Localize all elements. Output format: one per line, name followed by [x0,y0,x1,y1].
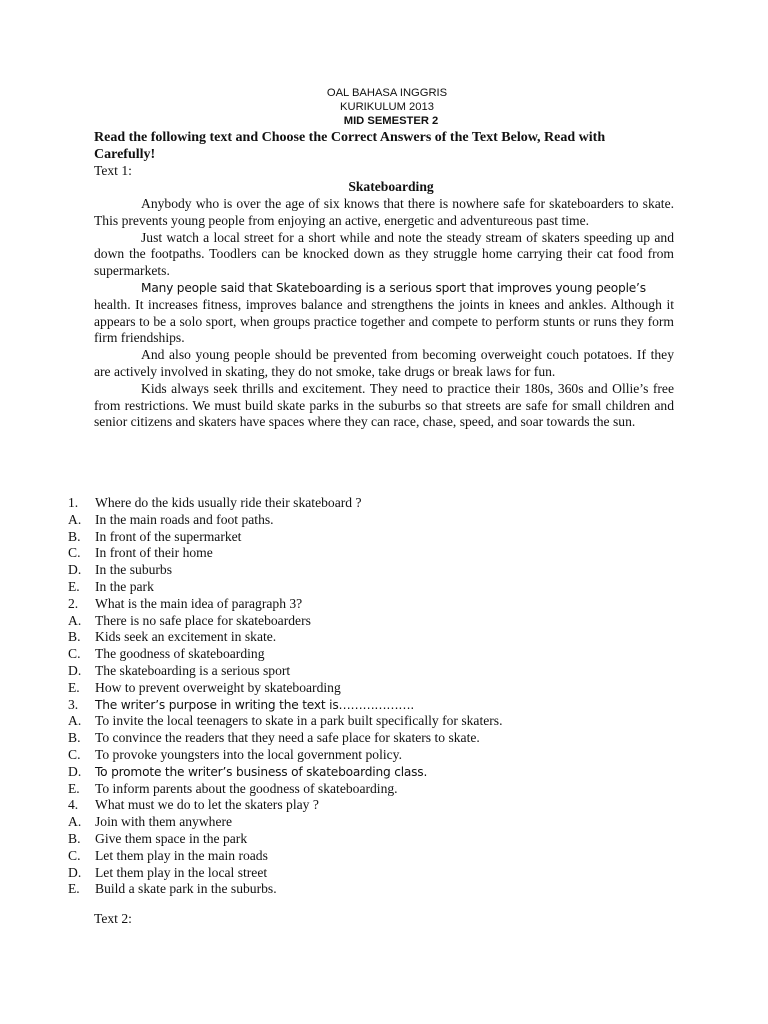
question-text: Where do the kids usually ride their skateboard ? [95,495,362,510]
option-2e[interactable] [68,680,688,697]
question-1 [68,495,688,512]
option-text: The skateboarding is a serious sport [95,662,291,678]
paragraph-4: And also young people should be prevented from becoming overweight couch potatoes. If they are actively involved in skating, they do not smoke, take drugs or break laws for fun. [94,347,674,379]
header-subject: OAL BAHASA INGGRIS [326,87,448,99]
document-header [0,86,768,128]
option-text: Give them space in the park [95,830,248,846]
option-1b[interactable] [68,529,688,546]
option-2b[interactable] [68,629,688,646]
option-4d[interactable] [68,865,688,882]
instructions [94,129,674,163]
question-text: The writer’s purpose in writing the text is………………. [95,697,415,712]
option-text: To promote the writer’s business of skateboarding class. [95,764,428,779]
article-body [94,196,674,431]
question-text: What is the main idea of paragraph 3? [95,595,303,611]
option-letter: C. [68,646,81,662]
article-title: Skateboarding [348,179,434,194]
paragraph-1: Anybody who is over the age of six knows that there is nowhere safe for skateboarders to skate. This prevents young people from enjoying an active, energetic and adventureous past time. [94,196,674,228]
option-text: To invite the local teenagers to skate in a park built specifically for skaters. [95,713,503,729]
option-letter: C. [68,545,81,561]
option-letter: E. [68,679,80,695]
option-letter: E. [68,881,80,897]
option-text: How to prevent overweight by skateboarding [95,679,341,695]
option-letter: A. [68,713,82,729]
text-1-label: Text 1: [94,163,132,178]
option-letter: D. [68,562,82,578]
header-curriculum: KURIKULUM 2013 [340,101,434,113]
option-1d[interactable] [68,562,688,579]
option-3e[interactable] [68,781,688,798]
option-text: Kids seek an excitement in skate. [95,629,277,645]
option-3c[interactable] [68,747,688,764]
option-4a[interactable] [68,814,688,831]
option-letter: D. [68,763,82,779]
option-letter: E. [68,578,80,594]
option-text: To convince the readers that they need a safe place for skaters to skate. [95,730,480,746]
option-letter: B. [68,830,81,846]
option-text: In front of their home [95,545,213,561]
option-text: There is no safe place for skateboarders [95,612,311,628]
option-letter: A. [68,814,82,830]
option-text: To inform parents about the goodness of skateboarding. [95,780,398,796]
text-2-label: Text 2: [94,911,132,926]
option-1c[interactable] [68,545,688,562]
paragraph-3-first-line: Many people said that Skateboarding is a serious sport that improves young people’s [141,280,646,295]
option-letter: C. [68,746,81,762]
option-letter: C. [68,847,81,863]
option-text: In front of the supermarket [95,528,242,544]
question-number: 4. [68,797,79,813]
option-text: Join with them anywhere [95,814,233,830]
question-3 [68,697,688,714]
option-1a[interactable] [68,512,688,529]
question-number: 2. [68,595,79,611]
option-3d[interactable] [68,764,688,781]
option-letter: B. [68,730,81,746]
option-letter: D. [68,864,82,880]
paragraph-3: health. It increases fitness, improves balance and strengthens the joints in knees and ankles. Although it appears to be a solo sport, when groups practice together and compete to perform stunts or runs they form firm friendships. [94,296,674,346]
option-3a[interactable] [68,713,688,730]
option-text: Let them play in the main roads [95,847,268,863]
question-text: What must we do to let the skaters play ? [95,797,319,813]
option-3b[interactable] [68,730,688,747]
option-2a[interactable] [68,613,688,630]
option-letter: A. [68,612,82,628]
question-2 [68,596,688,613]
option-text: In the park [95,578,154,594]
option-2c[interactable] [68,646,688,663]
paragraph-2: Just watch a local street for a short while and note the steady stream of skaters speeding up and down the footpaths. Toodlers can be knocked down as they struggle home carrying their cat food from supermarkets. [94,229,674,279]
option-text: Build a skate park in the suburbs. [95,881,277,897]
question-4 [68,797,688,814]
option-letter: B. [68,528,81,544]
option-letter: B. [68,629,81,645]
option-4e[interactable] [68,881,688,898]
option-2d[interactable] [68,663,688,680]
option-4c[interactable] [68,848,688,865]
question-number: 3. [68,696,79,712]
option-1e[interactable] [68,579,688,596]
option-letter: D. [68,662,82,678]
option-text: Let them play in the local street [95,864,268,880]
option-text: To provoke youngsters into the local government policy. [95,746,402,762]
option-letter: A. [68,511,82,527]
questions-list [68,495,688,898]
option-text: In the suburbs [95,562,173,578]
question-number: 1. [68,495,79,510]
option-letter: E. [68,780,80,796]
option-text: The goodness of skateboarding [95,646,265,662]
option-4b[interactable] [68,831,688,848]
instructions-line-1: Read the following text and Choose the Correct Answers of the Text Below, Read with [94,130,606,145]
header-semester: MID SEMESTER 2 [343,115,439,127]
instructions-line-2: Carefully! [94,147,156,162]
option-text: In the main roads and foot paths. [95,511,274,527]
paragraph-5: Kids always seek thrills and excitement. They need to practice their 180s, 360s and Ollie’s free from restrictions. We must build skate parks in the suburbs so that streets are safe for small children and senior citizens and skaters have spaces where they can race, chase, speed, and soar towards the sun. [94,380,674,430]
